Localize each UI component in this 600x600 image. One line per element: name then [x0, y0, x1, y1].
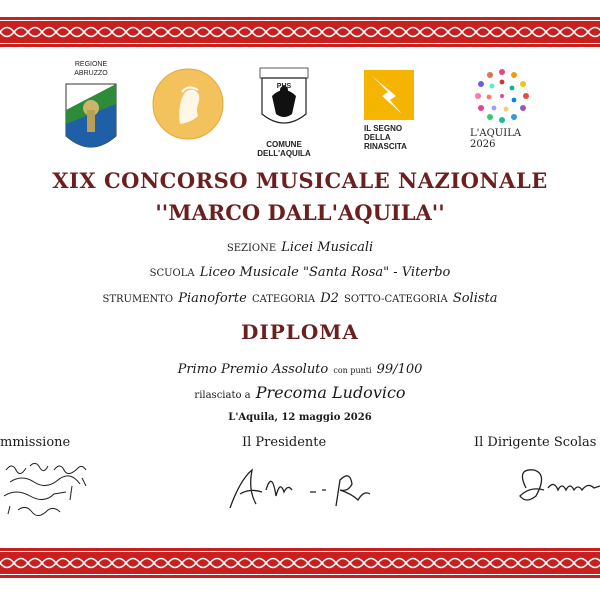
recipient-name: Precoma Ludovico — [255, 383, 406, 402]
premio-line — [0, 358, 600, 377]
punti-label: con punti — [333, 366, 372, 375]
strumento-value: Pianoforte — [178, 291, 247, 306]
dirigente-signature-icon — [512, 460, 600, 508]
regione-shield-icon — [62, 80, 120, 160]
segno-rinascita-logo — [364, 70, 424, 152]
sezione-label: SEZIONE — [226, 243, 277, 254]
strumento-label: STRUMENTO — [102, 294, 174, 305]
aquila-2026-logo — [470, 66, 534, 156]
diploma-heading: DIPLOMA — [241, 320, 359, 344]
punti-value: 99/100 — [376, 362, 423, 377]
regione-abruzzo-logo — [62, 60, 120, 160]
comune-shield-text: PHS — [276, 83, 292, 90]
strumento-line — [0, 287, 600, 306]
lightning-bolt-icon — [364, 70, 414, 120]
dirigente-title: Il Dirigente Scolas — [474, 435, 597, 450]
competition-title: XIX CONCORSO MUSICALE NAZIONALE — [52, 168, 548, 193]
sottocategoria-value: Solista — [452, 291, 498, 306]
top-decorative-border — [0, 17, 600, 47]
presidente-signature-icon — [226, 460, 376, 518]
eagle-shield-icon — [248, 66, 320, 134]
competition-subtitle: ''MARCO DALL'AQUILA'' — [155, 200, 445, 225]
rilasciato-label: rilasciato a — [194, 390, 251, 401]
recipient-line — [0, 383, 600, 402]
bottom-decorative-border — [0, 548, 600, 578]
premio-value: Primo Premio Assoluto — [177, 362, 329, 377]
presidente-title: Il Presidente — [242, 435, 327, 450]
segno-rinascita-caption: IL SEGNO DELLA RINASCITA — [364, 124, 407, 151]
regione-abruzzo-caption: REGIONE ABRUZZO — [74, 61, 108, 77]
commissione-title: mmissione — [0, 435, 71, 450]
istituto-comprensivo-logo — [152, 68, 224, 140]
comune-aquila-caption: COMUNE DELL'AQUILA — [257, 140, 311, 158]
scuola-label: SCUOLA — [149, 268, 195, 279]
aquila-2026-caption: L'AQUILA 2026 — [470, 128, 522, 150]
scuola-value: Liceo Musicale "Santa Rosa" - Viterbo — [199, 265, 451, 280]
comune-aquila-logo — [248, 66, 320, 158]
sezione-line — [0, 236, 600, 255]
sottocategoria-label: SOTTO-CATEGORIA — [344, 294, 448, 305]
categoria-value: D2 — [320, 291, 339, 306]
commissione-signatures-icon — [0, 458, 100, 524]
scuola-line — [0, 261, 600, 280]
categoria-label: CATEGORIA — [251, 294, 316, 305]
dotted-circle-icon — [470, 66, 534, 126]
dante-portrait-icon — [152, 68, 224, 140]
sezione-value: Licei Musicali — [281, 240, 374, 255]
place-date: L'Aquila, 12 maggio 2026 — [228, 412, 372, 423]
